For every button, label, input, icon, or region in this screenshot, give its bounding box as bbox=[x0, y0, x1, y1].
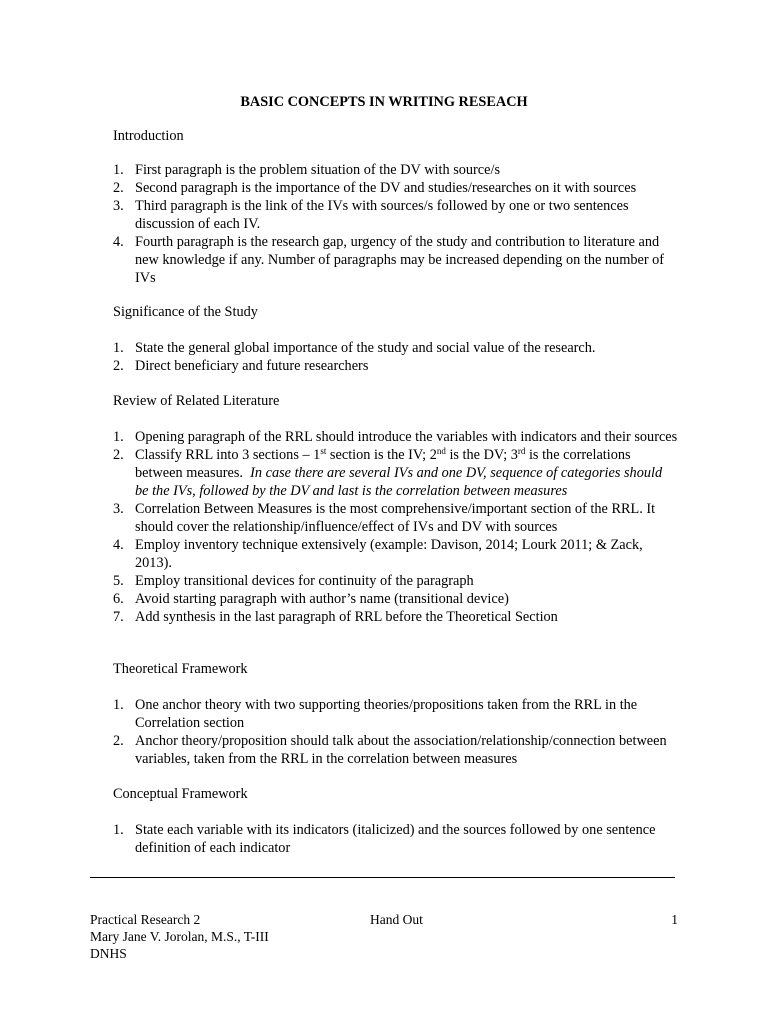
footer-school: DNHS bbox=[90, 946, 127, 961]
list-item: 1. Opening paragraph of the RRL should introduce the variables with indicators and their sources bbox=[113, 429, 678, 445]
significance-list bbox=[113, 339, 678, 375]
conceptual-list bbox=[113, 821, 678, 857]
section-heading-introduction: Introduction bbox=[113, 128, 184, 144]
list-item: 2. Second paragraph is the importance of the DV and studies/researches on it with sources bbox=[113, 180, 637, 196]
introduction-list bbox=[113, 161, 678, 287]
list-item: 7. Add synthesis in the last paragraph of RRL before the Theoretical Section bbox=[113, 609, 558, 625]
list-item: 4. Employ inventory technique extensively (example: Davison, 2014; Lourk 2011; & Zack, 2013). bbox=[113, 537, 643, 571]
footer-doc-type: Hand Out bbox=[370, 912, 423, 927]
list-item: 3. Correlation Between Measures is the most comprehensive/important section of the RRL. It should cover the relationship/influence/effect of IVs and DV with sources bbox=[113, 501, 656, 535]
list-item: 6. Avoid starting paragraph with author’s name (transitional device) bbox=[113, 591, 509, 607]
list-item: 4. Fourth paragraph is the research gap, urgency of the study and contribution to literature and new knowledge if any. Number of paragraphs may be increased depending on the number of IVs bbox=[113, 234, 665, 286]
list-item: 1. State each variable with its indicators (italicized) and the sources followed by one sentence definition of each indicator bbox=[113, 822, 656, 856]
list-item: 3. Third paragraph is the link of the IVs with sources/s followed by one or two sentences discussion of each IV. bbox=[113, 198, 629, 232]
theoretical-list bbox=[113, 696, 678, 768]
list-item: 1. First paragraph is the problem situation of the DV with source/s bbox=[113, 162, 501, 178]
footer-divider bbox=[90, 877, 675, 878]
footer-course: Practical Research 2 bbox=[90, 912, 201, 927]
list-item: 1. One anchor theory with two supporting theories/propositions taken from the RRL in the Correlation section bbox=[113, 697, 638, 731]
footer-page-number: 1 bbox=[671, 912, 678, 927]
section-heading-conceptual: Conceptual Framework bbox=[113, 786, 248, 802]
section-heading-significance: Significance of the Study bbox=[113, 304, 258, 320]
list-item: 1. State the general global importance of the study and social value of the research. bbox=[113, 340, 596, 356]
list-item: 2. Anchor theory/proposition should talk about the association/relationship/connection between variables, taken from the RRL in the correlation between measures bbox=[113, 733, 667, 767]
page-title: BASIC CONCEPTS IN WRITING RESEACH bbox=[240, 94, 528, 110]
section-heading-rrl: Review of Related Literature bbox=[113, 393, 280, 409]
list-item: 2. Classify RRL into 3 sections – 1st section is the IV; 2nd is the DV; 3rd is the correlations between measures. In case there are several IVs and one DV, sequence of categories should be the IVs, followed by the DV and last is the correlation between measures bbox=[113, 446, 663, 499]
rrl-list bbox=[113, 428, 678, 626]
list-item: 5. Employ transitional devices for continuity of the paragraph bbox=[113, 573, 474, 589]
footer-author: Mary Jane V. Jorolan, M.S., T-III bbox=[90, 929, 269, 944]
section-heading-theoretical: Theoretical Framework bbox=[113, 661, 248, 677]
list-item: 2. Direct beneficiary and future researchers bbox=[113, 358, 369, 374]
